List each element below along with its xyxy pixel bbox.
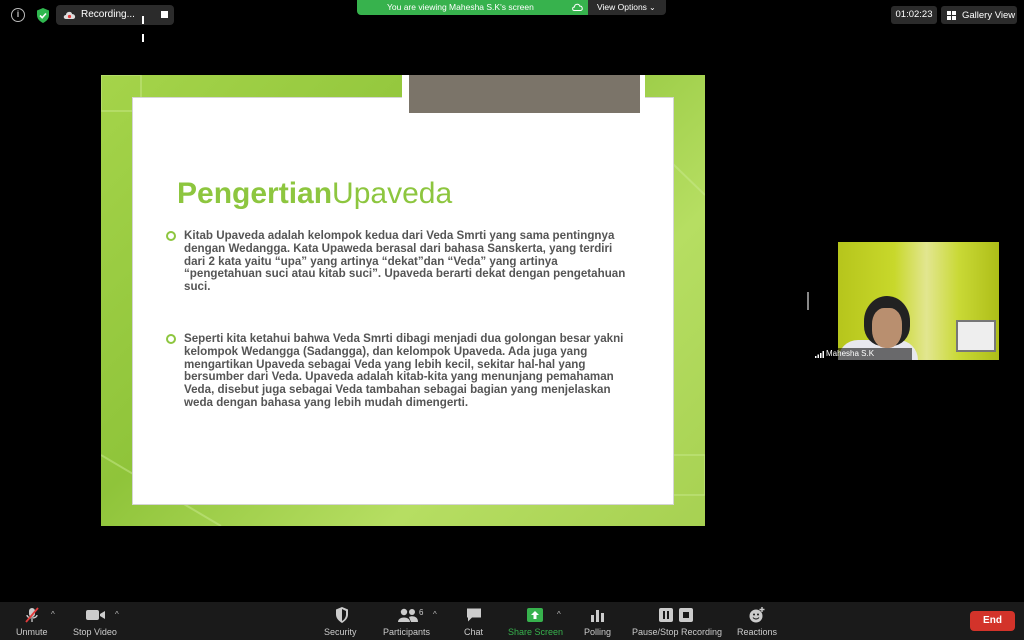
pause-stop-recording-button[interactable] — [632, 602, 724, 640]
slide-title-light: Upaveda — [332, 177, 453, 210]
unmute-label: Unmute — [16, 627, 48, 637]
participants-options-caret[interactable]: ^ — [433, 610, 437, 619]
audio-options-caret[interactable]: ^ — [51, 610, 55, 619]
view-options-button[interactable] — [588, 0, 666, 15]
slide-bullet-1 — [184, 230, 629, 294]
recording-indicator[interactable] — [56, 5, 174, 25]
slide-header-tab-fill — [409, 75, 640, 113]
stop-icon[interactable] — [161, 11, 168, 18]
slide-bullet-2 — [184, 333, 629, 410]
unmute-button[interactable] — [10, 602, 54, 640]
gallery-view-button[interactable] — [941, 6, 1017, 24]
viewing-screen-banner — [357, 0, 588, 15]
pause-icon[interactable] — [142, 11, 149, 19]
background-shelf — [956, 320, 996, 352]
slide-title — [177, 177, 452, 211]
reactions-button[interactable] — [736, 602, 778, 640]
participants-button[interactable] — [382, 602, 434, 640]
chat-label: Chat — [464, 627, 484, 637]
cloud-icon — [63, 10, 76, 19]
bullet-circle-icon — [166, 334, 176, 344]
polling-bar-icon — [591, 607, 605, 623]
slide-bullet-2-text: Seperti kita ketahui bahwa Veda Smrti dibagi menjadi dua golongan besar yakni kelompok Wedangga (Sadangga), dan kelompok Upaveda. Ada juga yang mengartikan Upaveda sebagai Veda yang lebih kecil, sekitar hal-hal yang bersumber dari Veda. Upaveda adalah kitab-kita yang menunjang pemahaman Veda, disebut juga sebagai Veda tambahan sebagai bagian yang menjelaskan weda dengan bahasa yang lebih mudah dimengerti. — [184, 332, 624, 409]
meeting-timer: 01:02:23 — [891, 6, 937, 24]
stop-video-label: Stop Video — [73, 627, 117, 637]
slide-title-bold: Pengertian — [177, 177, 333, 210]
gallery-view-label: Gallery View — [962, 10, 1016, 21]
pause-stop-recording-label: Pause/Stop Recording — [632, 627, 723, 637]
reactions-icon — [749, 607, 765, 623]
polling-label: Polling — [584, 627, 612, 637]
cloud-icon — [572, 3, 583, 11]
participants-count: 6 — [419, 608, 424, 617]
slide-content-panel — [132, 97, 674, 505]
slide-bullet-1-text: Kitab Upaveda adalah kelompok kedua dari Veda Smrti yang sama pentingnya dengan Wedangga. Kata Upaweda berasal dari bahasa Sanskerta, yang terdiri dari 2 kata yaitu “upa” yang artinya “dekat”dan “Veda” yang artinya “pengetahuan suci atau kitab suci”. Upaveda berarti dekat dengan pengetahuan suci. — [184, 229, 626, 294]
security-label: Security — [324, 627, 357, 637]
participants-icon — [398, 607, 418, 623]
shield-icon[interactable] — [36, 8, 50, 23]
info-icon[interactable]: i — [11, 8, 25, 22]
stop-video-button[interactable] — [70, 602, 120, 640]
pause-stop-recording-icon — [659, 607, 695, 623]
participant-face — [872, 308, 902, 348]
participant-video-tile[interactable] — [812, 242, 1024, 360]
security-button[interactable] — [322, 602, 362, 640]
slide-header-tab — [402, 75, 645, 118]
video-camera-icon — [86, 607, 106, 623]
participant-video — [838, 242, 999, 360]
meeting-top-bar — [0, 0, 1024, 32]
chevron-down-icon: ⌄ — [649, 3, 656, 12]
participant-name: Mahesha S.K — [826, 349, 875, 358]
chat-bubble-icon — [466, 607, 482, 623]
security-shield-icon — [335, 607, 349, 623]
video-options-caret[interactable]: ^ — [115, 610, 119, 619]
end-meeting-button[interactable]: End — [970, 611, 1015, 631]
gallery-grid-icon — [947, 11, 956, 20]
panel-splitter-handle[interactable] — [807, 292, 809, 310]
share-screen-icon — [527, 607, 543, 623]
muted-mic-icon — [25, 607, 39, 623]
participant-name-bar — [812, 348, 912, 360]
share-screen-options-caret[interactable]: ^ — [557, 610, 561, 619]
signal-icon — [815, 351, 824, 358]
meeting-toolbar — [0, 602, 1024, 640]
shared-slide — [101, 75, 705, 526]
share-screen-label: Share Screen — [508, 627, 564, 637]
view-options-label: View Options — [597, 2, 647, 12]
viewing-screen-text: You are viewing Mahesha S.K's screen — [387, 2, 534, 12]
participants-label: Participants — [383, 627, 431, 637]
reactions-label: Reactions — [737, 627, 778, 637]
bullet-circle-icon — [166, 231, 176, 241]
share-screen-button[interactable] — [506, 602, 564, 640]
polling-button[interactable] — [582, 602, 614, 640]
recording-label: Recording... — [81, 9, 135, 20]
chat-button[interactable] — [460, 602, 488, 640]
